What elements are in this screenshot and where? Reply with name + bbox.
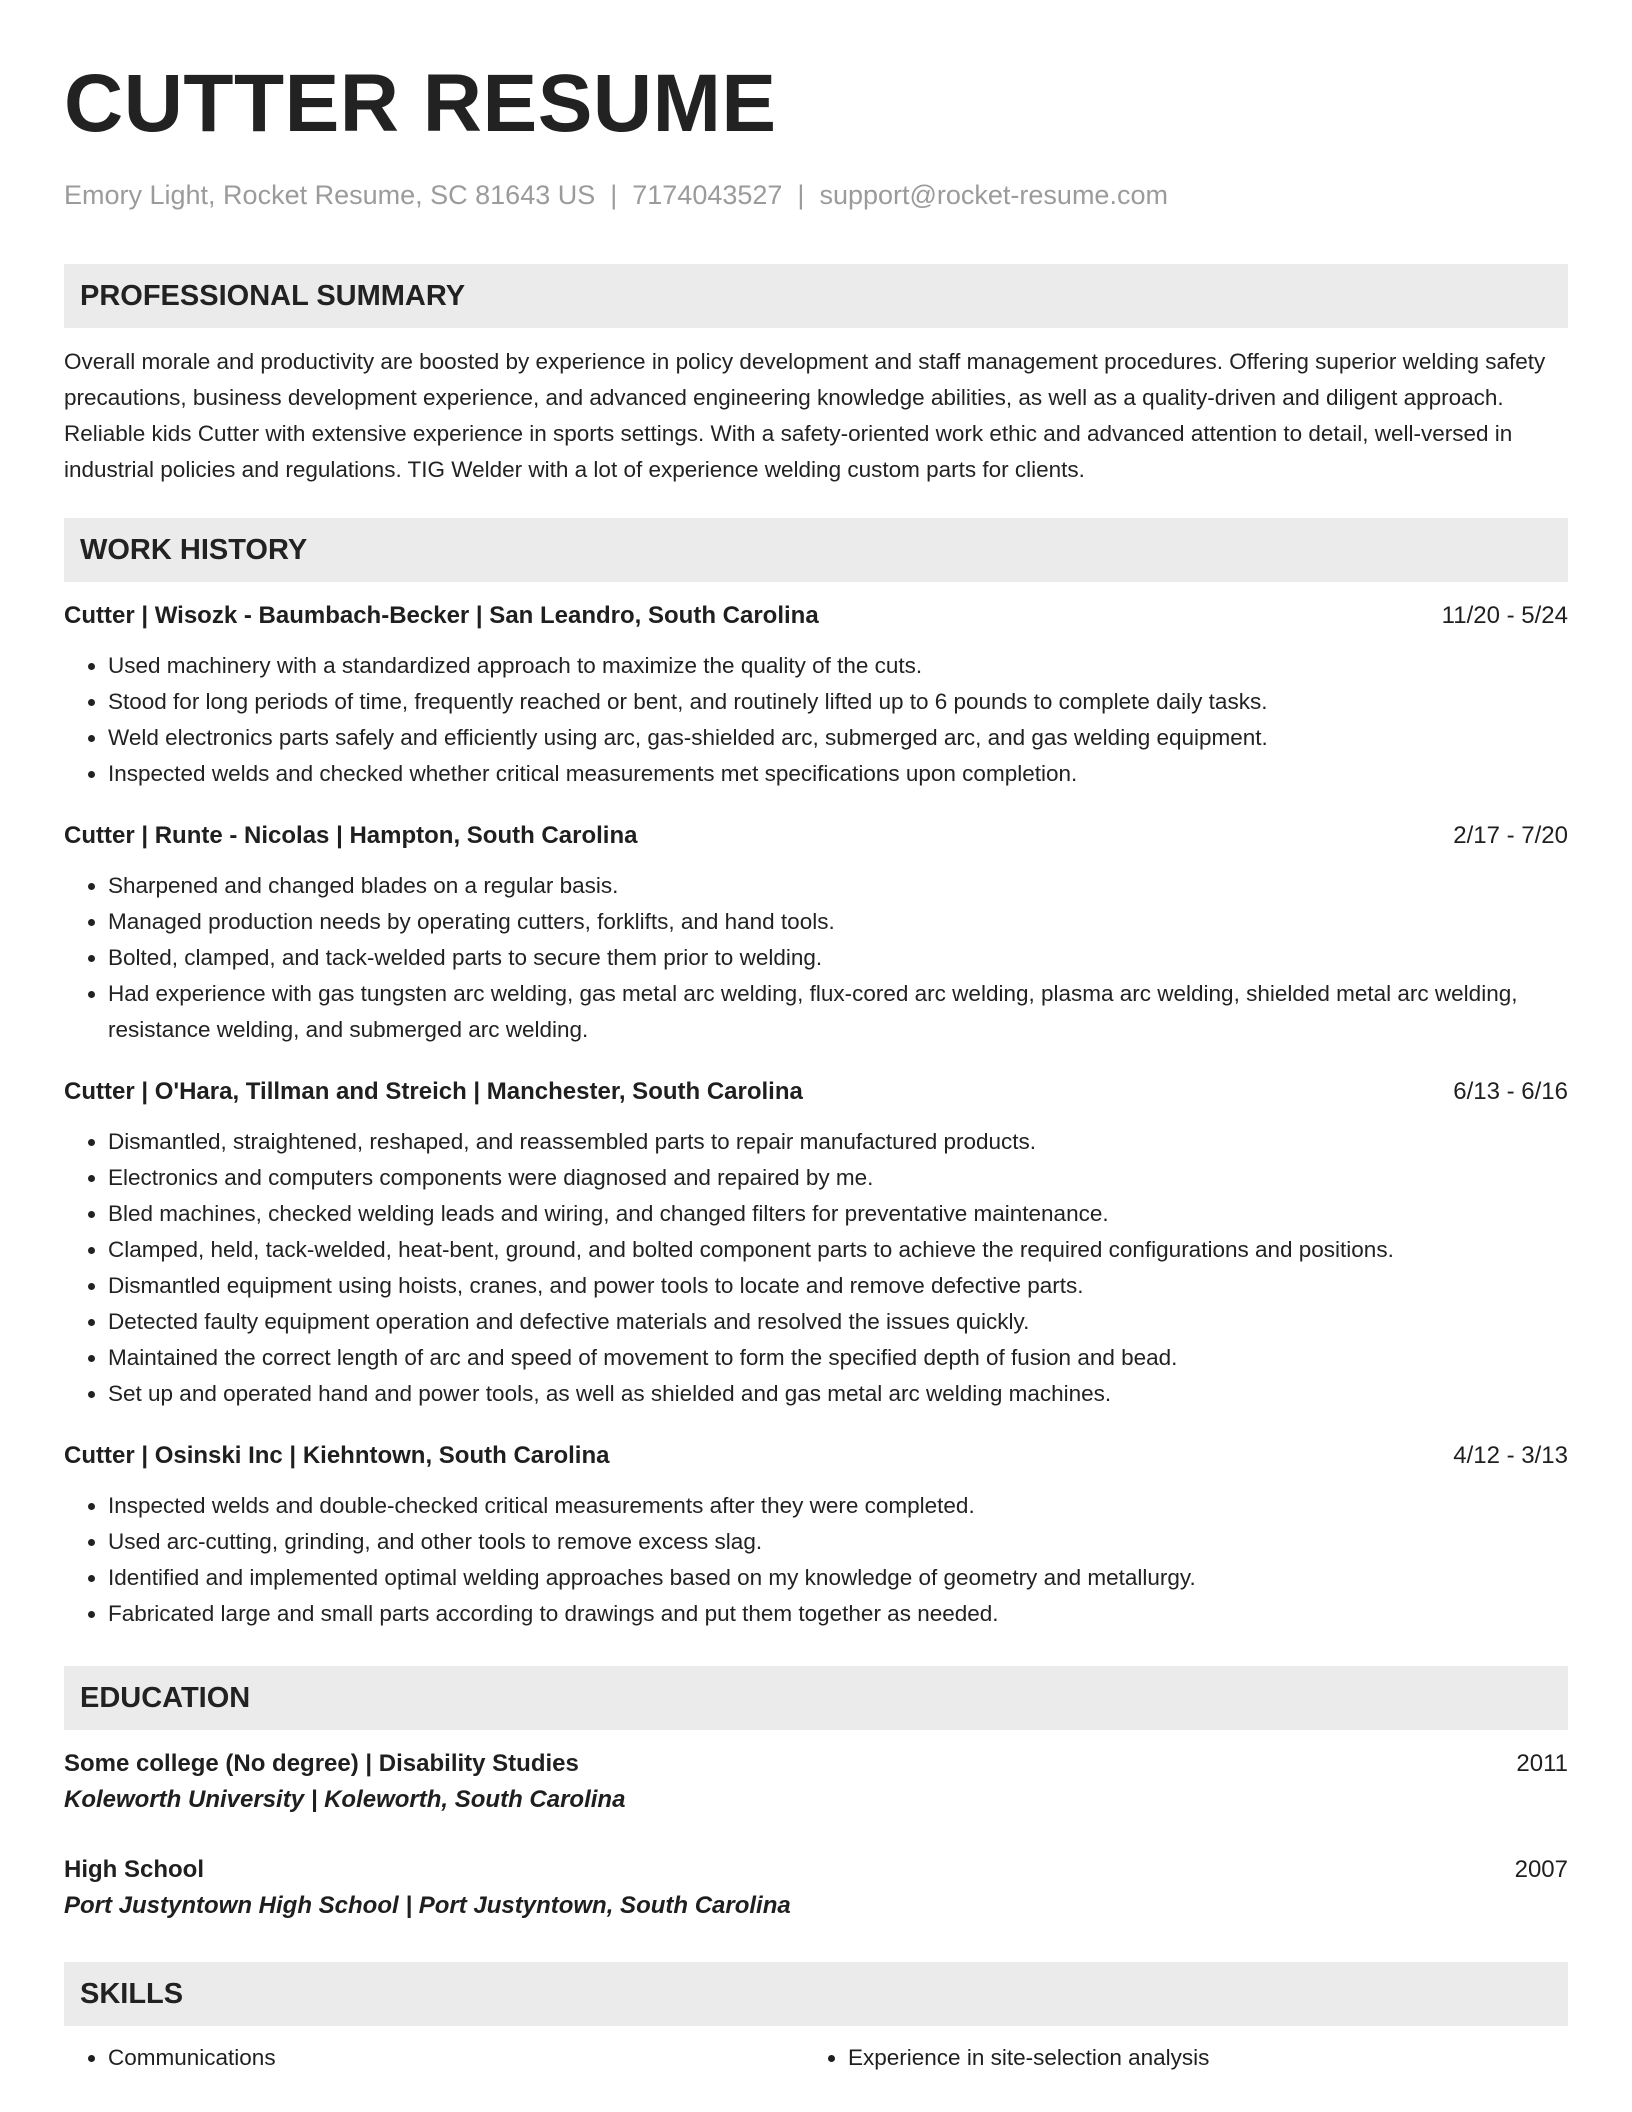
education-entry (64, 1852, 1568, 1924)
job-duties-list (64, 648, 1568, 792)
list-item: • Inspected welds and double-checked critical measurements after they were completed. (108, 1488, 1568, 1524)
education-year: 2011 (1516, 1750, 1568, 1777)
job-entry (64, 598, 1568, 792)
job-entry (64, 818, 1568, 1048)
list-item: • Dismantled equipment using hoists, cranes, and power tools to locate and remove defective parts. (108, 1268, 1568, 1304)
job-entry (64, 1074, 1568, 1412)
job-duties-list (64, 1124, 1568, 1412)
job-dates: 11/20 - 5/24 (1441, 602, 1568, 629)
list-item: • Fabricated large and small parts according to drawings and put them together as needed. (108, 1596, 1568, 1632)
education-entry (64, 1746, 1568, 1818)
job-title: Cutter | O'Hara, Tillman and Streich | Manchester, South Carolina (64, 1078, 803, 1105)
list-item: • Bolted, clamped, and tack-welded parts to secure them prior to welding. (108, 940, 1568, 976)
skills-column-right (804, 2040, 1544, 2076)
job-dates: 6/13 - 6/16 (1453, 1078, 1568, 1105)
list-item: • Electronics and computers components were diagnosed and repaired by me. (108, 1160, 1568, 1196)
list-item: • Bled machines, checked welding leads and wiring, and changed filters for preventative maintenance. (108, 1196, 1568, 1232)
skill-item: • Experience in site-selection analysis (848, 2040, 1544, 2076)
list-item: • Clamped, held, tack-welded, heat-bent, ground, and bolted component parts to achieve the required configurations and positions. (108, 1232, 1568, 1268)
education-school: Port Justyntown High School | Port Justyntown, South Carolina (64, 1892, 791, 1919)
section-heading-education: EDUCATION (64, 1666, 1568, 1730)
contact-phone: 7174043527 (632, 180, 783, 210)
job-duties-list (64, 1488, 1568, 1632)
education-degree: High School (64, 1856, 204, 1883)
section-heading-skills: SKILLS (64, 1962, 1568, 2026)
list-item: • Used machinery with a standardized approach to maximize the quality of the cuts. (108, 648, 1568, 684)
list-item: • Dismantled, straightened, reshaped, and reassembled parts to repair manufactured products. (108, 1124, 1568, 1160)
list-item: • Sharpened and changed blades on a regular basis. (108, 868, 1568, 904)
section-heading-summary: PROFESSIONAL SUMMARY (64, 264, 1568, 328)
contact-address: Emory Light, Rocket Resume, SC 81643 US (64, 180, 596, 210)
contact-line (64, 178, 1568, 212)
job-dates: 2/17 - 7/20 (1453, 822, 1568, 849)
education-school: Koleworth University | Koleworth, South Carolina (64, 1786, 626, 1813)
education-year: 2007 (1514, 1856, 1568, 1883)
list-item: • Stood for long periods of time, frequently reached or bent, and routinely lifted up to 6 pounds to complete daily tasks. (108, 684, 1568, 720)
skills-list (64, 2040, 1568, 2076)
skills-column-left (64, 2040, 804, 2076)
list-item: • Identified and implemented optimal welding approaches based on my knowledge of geometry and metallurgy. (108, 1560, 1568, 1596)
job-dates: 4/12 - 3/13 (1453, 1442, 1568, 1469)
contact-separator: | (610, 180, 618, 210)
job-title: Cutter | Wisozk - Baumbach-Becker | San Leandro, South Carolina (64, 602, 819, 629)
education-degree: Some college (No degree) | Disability Studies (64, 1750, 579, 1777)
list-item: • Maintained the correct length of arc and speed of movement to form the specified depth of fusion and bead. (108, 1340, 1568, 1376)
summary-text: Overall morale and productivity are boosted by experience in policy development and staff management procedures. Offering superior welding safety precautions, business development experience, and advanced engineering knowledge abilities, as well as a quality-driven and diligent approach. Reliable kids Cutter with extensive experience in sports settings. With a safety-oriented work ethic and advanced attention to detail, well-versed in industrial policies and regulations. TIG Welder with a lot of experience welding custom parts for clients. (64, 349, 1546, 482)
list-item: • Managed production needs by operating cutters, forklifts, and hand tools. (108, 904, 1568, 940)
skill-item: • Communications (108, 2040, 804, 2076)
resume-title: CUTTER RESUME (64, 58, 777, 149)
section-heading-work-history: WORK HISTORY (64, 518, 1568, 582)
job-title: Cutter | Runte - Nicolas | Hampton, South Carolina (64, 822, 638, 849)
list-item: • Detected faulty equipment operation and defective materials and resolved the issues quickly. (108, 1304, 1568, 1340)
job-entry (64, 1438, 1568, 1632)
contact-separator: | (797, 180, 805, 210)
list-item: • Set up and operated hand and power tools, as well as shielded and gas metal arc welding machines. (108, 1376, 1568, 1412)
job-duties-list (64, 868, 1568, 1048)
contact-email: support@rocket-resume.com (819, 180, 1168, 210)
list-item: • Inspected welds and checked whether critical measurements met specifications upon completion. (108, 756, 1568, 792)
job-title: Cutter | Osinski Inc | Kiehntown, South Carolina (64, 1442, 610, 1469)
list-item: • Weld electronics parts safely and efficiently using arc, gas-shielded arc, submerged arc, and gas welding equipment. (108, 720, 1568, 756)
list-item: • Had experience with gas tungsten arc welding, gas metal arc welding, flux-cored arc welding, plasma arc welding, shielded metal arc welding, resistance welding, and submerged arc welding. (108, 976, 1568, 1048)
list-item: • Used arc-cutting, grinding, and other tools to remove excess slag. (108, 1524, 1568, 1560)
